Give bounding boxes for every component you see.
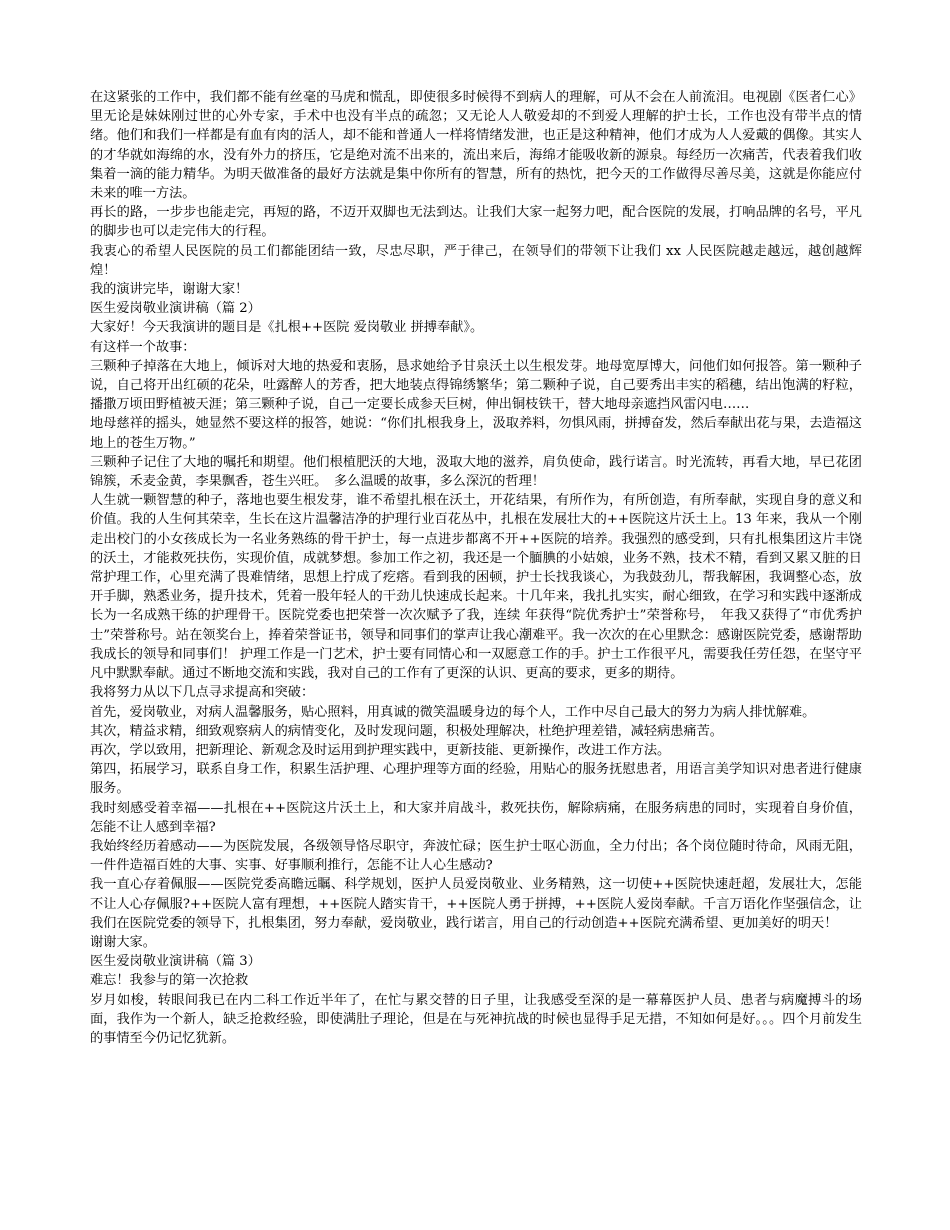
paragraph: 我时刻感受着幸福——扎根在++医院这片沃土上，和大家并肩战斗，救死扶伤，解除病痛，在服务病患的同时，实现着自身价值，怎能不让人感到幸福?: [90, 800, 862, 835]
paragraph: 我始终经历着感动——为医院发展，各级领导恪尽职守，奔波忙碌；医生护士呕心沥血，全力付出；各个岗位随时待命，风雨无阻，一件件造福百姓的大事、实事、好事顺利推行，怎能不让人心生感动?: [90, 838, 862, 874]
paragraph: 再长的路，一步步也能走完，再短的路，不迈开双脚也无法到达。让我们大家一起努力吧，配合医院的发展，打响品牌的名号，平凡的脚步也可以走完伟大的行程。: [90, 205, 862, 240]
paragraph: 地母慈祥的摇头，她显然不要这样的报答，她说：“你们扎根我身上，汲取养料，勿惧风雨，拼搏奋发，然后奉献出花与果，去造福这地上的苍生万物。”: [90, 416, 862, 451]
paragraph: 我将努力从以下几点寻求提高和突破：: [90, 685, 315, 701]
paragraph: 三颗种子记住了大地的嘱托和期望。他们根植肥沃的大地，汲取大地的滋养，肩负使命，践行诺言。时光流转，再看大地，早已花团锦簇，禾麦金黄，李果飘香，苍生兴旺。 多么温暖的故事，多么深沉的哲理！: [90, 454, 862, 490]
document-page: [90, 88, 862, 1048]
subheading: 难忘！我参与的第一次抢救: [90, 973, 249, 989]
paragraph: 我的演讲完毕，谢谢大家！: [90, 282, 249, 298]
paragraph: 岁月如梭，转眼间我已在内二科工作近半年了，在忙与累交替的日子里，让我感受至深的是一幕幕医护人员、患者与病魔搏斗的场面，我作为一个新人，缺乏抢救经验，即使满肚子理论，但是在与死神抗战的时候也显得手足无措，不知如何是好。。。四个月前发生的事情至今仍记忆犹新。: [90, 992, 862, 1046]
section-heading: 医生爱岗敬业演讲稿（篇 2）: [90, 301, 261, 317]
paragraph: 谢谢大家。: [90, 934, 156, 950]
paragraph: 我一直心存着佩服——医院党委高瞻远瞩、科学规划，医护人员爱岗敬业、业务精熟，这一切使++医院快速赶超，发展壮大，怎能不让人心存佩服?++医院人富有理想，++医院人踏实肯干，++医院人勇于拼搏，++医院人爱岗奉献。千言万语化作坚强信念，让我们在医院党委的领导下，扎根集团，努力奉献，爱岗敬业，践行诺言，用自己的行动创造++医院充满希望、更加美好的明天！: [90, 877, 862, 931]
paragraph: 第四，拓展学习，联系自身工作，积累生活护理、心理护理等方面的经验，用贴心的服务抚慰患者，用语言美学知识对患者进行健康服务。: [90, 762, 862, 797]
paragraph: 三颗种子掉落在大地上，倾诉对大地的热爱和衷肠，恳求她给予甘泉沃土以生根发芽。地母宽厚博大，问他们如何报答。第一颗种子说，自己将开出红硕的花朵，吐露醉人的芳香，把大地装点得锦绣繁华；第二颗种子说，自己要秀出丰实的稻穗，结出饱满的籽粒，播撒万顷田野植被天涯；第三颗种子说，自己一定要长成参天巨树，伸出铜枝铁干，替大地母亲遮挡风雷闪电……: [90, 358, 862, 413]
paragraph: 再次，学以致用，把新理论、新观念及时运用到护理实践中，更新技能、更新操作，改进工作方法。: [90, 742, 671, 758]
paragraph: 大家好！今天我演讲的题目是《扎根++医院 爱岗敬业 拼搏奉献》。: [90, 320, 484, 336]
paragraph: 在这紧张的工作中，我们都不能有丝毫的马虎和慌乱，即使很多时候得不到病人的理解，可从不会在人前流泪。电视剧《医者仁心》里无论是妹妹刚过世的心外专家，手术中也没有半点的疏忽；又无论人人敬爱却的不到爱人理解的护士长，工作也没有带半点的情绪。他们和我们一样都是有血有肉的活人，却不能和普通人一样将情绪发泄，也正是这种精神，他们才成为人人爱戴的偶像。其实人的才华就如海绵的水，没有外力的挤压，它是绝对流不出来的，流出来后，海绵才能吸收新的源泉。每经历一次痛苦，代表着我们收集着一滴的能力精华。为明天做准备的最好方法就是集中你所有的智慧，所有的热忱，把今天的工作做得尽善尽美，这就是你能应付未来的唯一方法。: [90, 90, 862, 202]
paragraph: 人生就一颗智慧的种子，落地也要生根发芽，谁不希望扎根在沃土，开花结果，有所作为，有所创造，有所奉献，实现自身的意义和价值。我的人生何其荣幸，生长在这片温馨洁净的护理行业百花丛中，扎根在发展壮大的++医院这片沃土上。13 年来，我从一个刚走出校门的小女孩成长为一名业务熟练的骨干护士，每一点进步都离不开++医院的培养。我强烈的感受到，只有扎根集团这片丰饶的沃土，才能救死扶伤，实现价值，成就梦想。参加工作之初，我还是一个腼腆的小姑娘，业务不熟，技术不精，看到又累又脏的日常护理工作，心里充满了畏难情绪，思想上拧成了疙瘩。看到我的困顿，护士长找我谈心，为我鼓劲儿，帮我解困，我调整心态，放开手脚，熟悉业务，提升技术，凭着一股年轻人的干劲儿快速成长起来。十几年来，我扎扎实实，耐心细致，在学习和实践中逐渐成长为一名成熟干练的护理骨干。医院党委也把荣誉一次次赋予了我，连续 年获得“院优秀护士”荣誉称号， 年我又获得了“市优秀护士”荣誉称号。站在领奖台上，捧着荣誉证书，领导和同事们的掌声让我心潮难平。我一次次的在心里默念：感谢医院党委，感谢帮助我成长的领导和同事们！ 护理工作是一门艺术，护士要有同情心和一双愿意工作的手。护士工作很平凡，需要我任劳任怨，在坚守平凡中默默奉献。通过不断地交流和实践，我对自己的工作有了更深的认识、更高的要求，更多的期待。: [90, 493, 862, 682]
paragraph: 我衷心的希望人民医院的员工们都能团结一致，尽忠尽职，严于律己，在领导们的带领下让我们 xx 人民医院越走越远，越创越辉煌！: [90, 243, 862, 278]
paragraph: 其次，精益求精，细致观察病人的病情变化，及时发现问题，积极处理解决，杜绝护理差错，减轻病患痛苦。: [90, 723, 723, 739]
paragraph: 首先，爱岗敬业，对病人温馨服务，贴心照料，用真诚的微笑温暖身边的每个人，工作中尽自己最大的努力为病人排忧解难。: [90, 704, 816, 720]
section-heading: 医生爱岗敬业演讲稿（篇 3）: [90, 954, 261, 970]
paragraph: 有这样一个故事：: [90, 339, 196, 355]
